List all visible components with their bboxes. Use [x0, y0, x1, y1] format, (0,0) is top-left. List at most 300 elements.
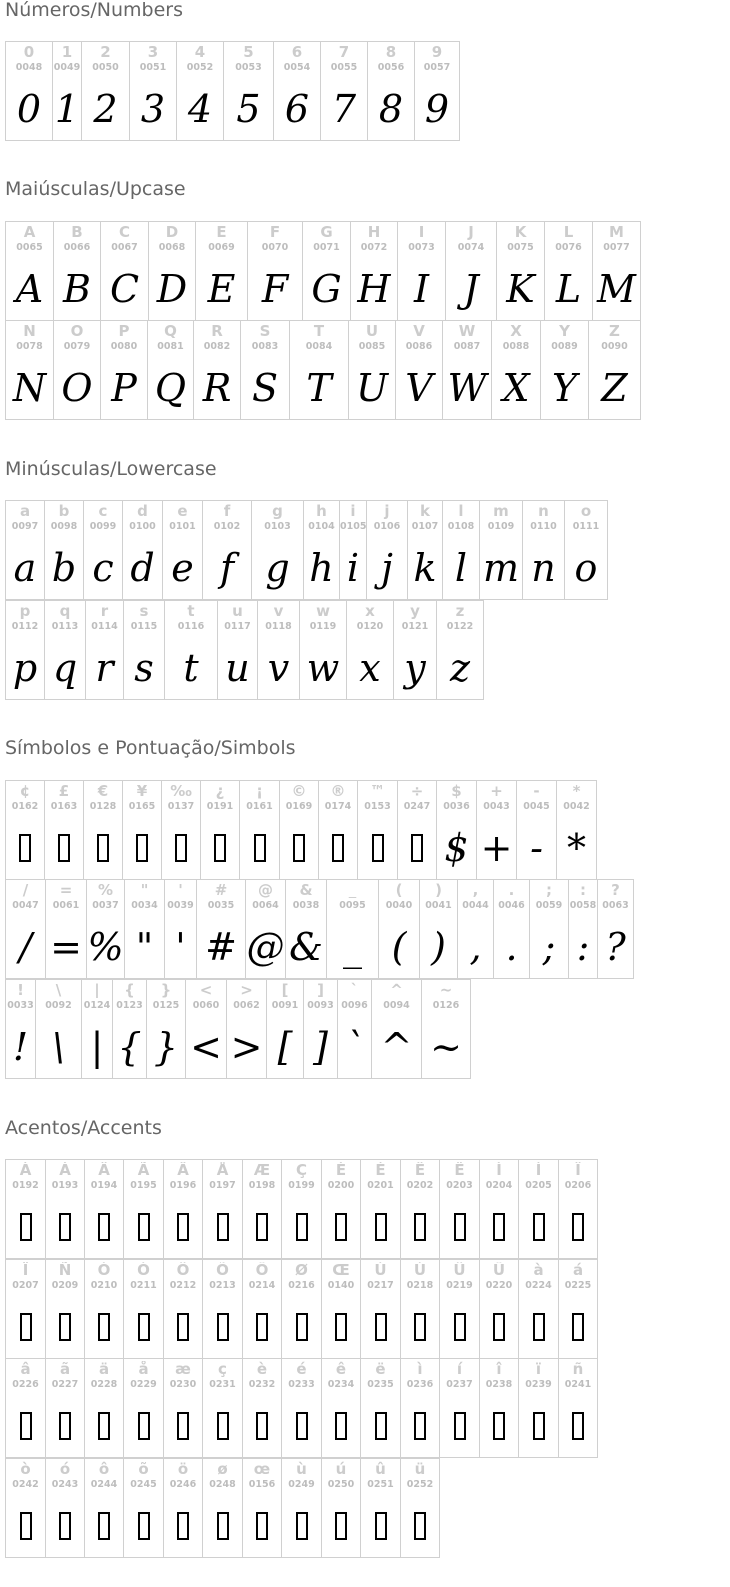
glyph-code-label: 0224 — [525, 1280, 552, 1291]
glyph-cell — [302, 221, 351, 321]
glyph-code-label: 0051 — [139, 62, 167, 73]
glyph-cell — [439, 1159, 480, 1259]
charmap-row — [5, 879, 633, 979]
glyph-char-label: r — [100, 603, 109, 619]
glyph-char-label: O — [70, 323, 84, 339]
missing-glyph-icon — [480, 1403, 518, 1449]
glyph-char-label: 0 — [23, 44, 35, 60]
glyph-char-label: 5 — [243, 44, 254, 60]
glyph-code-label: 0118 — [265, 621, 292, 632]
glyph-sample: [ — [277, 1025, 293, 1069]
glyph-code-label: 0199 — [288, 1180, 315, 1191]
glyph-code-label: 0217 — [367, 1280, 394, 1291]
glyph-code-label: 0097 — [11, 521, 39, 532]
glyph-char-label: É — [375, 1162, 386, 1178]
glyph-char-label: œ — [253, 1461, 271, 1477]
glyph-cell — [163, 1159, 203, 1259]
glyph-cell — [242, 1259, 282, 1359]
glyph-code-label: 0193 — [51, 1180, 79, 1191]
glyph-cell — [245, 879, 286, 979]
glyph-cell — [193, 320, 241, 420]
glyph-code-label: 0045 — [523, 801, 550, 812]
glyph-code-label: 0052 — [186, 62, 214, 73]
glyph-cell — [281, 1458, 322, 1558]
glyph-sample: 7 — [331, 87, 357, 131]
glyph-code-label: 0235 — [367, 1379, 394, 1390]
missing-glyph-icon — [322, 1304, 360, 1350]
glyph-char-label: { — [124, 982, 135, 998]
glyph-sample: ) — [431, 925, 446, 969]
glyph-char-label: G — [320, 224, 333, 240]
glyph-code-label: 0057 — [423, 62, 451, 73]
glyph-char-label: a — [19, 503, 31, 519]
glyph-cell — [176, 41, 224, 141]
glyph-cell — [529, 879, 569, 979]
glyph-sample: _ — [343, 925, 362, 969]
glyph-code-label: 0209 — [51, 1280, 79, 1291]
glyph-cell — [148, 221, 196, 321]
glyph-cell — [53, 221, 101, 321]
glyph-sample: + — [480, 826, 513, 870]
glyph-char-label: ê — [335, 1361, 347, 1377]
glyph-code-label: 0036 — [443, 801, 470, 812]
glyph-code-label: 0058 — [569, 900, 597, 911]
glyph-cell — [123, 1259, 164, 1359]
glyph-char-label: q — [59, 603, 71, 619]
glyph-sample: 6 — [284, 87, 310, 131]
glyph-char-label: S — [259, 323, 271, 339]
missing-glyph-icon — [201, 825, 239, 871]
glyph-char-label: ï — [535, 1361, 542, 1377]
glyph-code-label: 0050 — [92, 62, 119, 73]
glyph-code-label: 0165 — [128, 801, 156, 812]
missing-glyph-icon — [46, 1304, 84, 1350]
glyph-sample: B — [63, 267, 91, 311]
charmap-row — [5, 500, 607, 600]
glyph-char-label: Ü — [492, 1262, 506, 1278]
glyph-code-label: 0105 — [340, 521, 366, 532]
glyph-cell — [479, 1358, 519, 1458]
glyph-sample: o — [574, 546, 598, 590]
glyph-char-label: f — [223, 503, 231, 519]
glyph-sample: E — [207, 267, 236, 311]
glyph-code-label: 0243 — [51, 1479, 79, 1490]
glyph-code-label: 0054 — [283, 62, 311, 73]
glyph-char-label: R — [211, 323, 223, 339]
glyph-char-label: ) — [435, 882, 442, 898]
glyph-char-label: k — [420, 503, 430, 519]
glyph-cell — [163, 1358, 203, 1458]
glyph-char-label: } — [160, 982, 172, 998]
glyph-char-label: * — [572, 783, 581, 799]
glyph-sample: u — [225, 646, 250, 690]
glyph-char-label: 1 — [61, 44, 73, 60]
glyph-cell — [100, 320, 148, 420]
glyph-code-label: 0042 — [563, 801, 590, 812]
glyph-cell — [479, 1159, 519, 1259]
missing-glyph-icon — [46, 1403, 84, 1449]
missing-glyph-icon — [519, 1204, 558, 1250]
glyph-code-label: 0205 — [525, 1180, 552, 1191]
glyph-cell — [100, 221, 149, 321]
glyph-char-label: È — [335, 1162, 347, 1178]
glyph-char-label: Ä — [177, 1162, 189, 1178]
missing-glyph-icon — [164, 1304, 202, 1350]
glyph-sample: g — [265, 546, 290, 590]
glyph-cell — [445, 221, 497, 321]
glyph-char-label: ç — [218, 1361, 227, 1377]
glyph-code-label: 0196 — [169, 1180, 197, 1191]
glyph-char-label: Ç — [295, 1162, 307, 1178]
glyph-sample: q — [52, 646, 78, 690]
glyph-code-label: 0078 — [16, 341, 43, 352]
glyph-char-label: C — [118, 224, 130, 240]
glyph-cell — [320, 41, 368, 141]
glyph-code-label: 0103 — [264, 521, 291, 532]
glyph-code-label: 0061 — [52, 900, 80, 911]
glyph-cell — [281, 1159, 322, 1259]
glyph-char-label: > — [240, 982, 253, 998]
glyph-char-label: ? — [611, 882, 620, 898]
glyph-cell — [196, 879, 246, 979]
glyph-sample: ; — [542, 925, 556, 969]
glyph-code-label: 0087 — [453, 341, 481, 352]
glyph-char-label: ù — [296, 1461, 307, 1477]
charmap-row — [5, 600, 483, 700]
glyph-cell — [122, 780, 162, 880]
missing-glyph-icon — [440, 1204, 479, 1250]
glyph-char-label: À — [19, 1162, 32, 1178]
missing-glyph-icon — [282, 1304, 321, 1350]
glyph-cell — [371, 979, 422, 1079]
missing-glyph-icon — [280, 825, 318, 871]
glyph-sample: x — [359, 646, 381, 690]
glyph-code-label: 0233 — [288, 1379, 315, 1390]
glyph-code-label: 0198 — [248, 1180, 276, 1191]
glyph-cell — [337, 979, 372, 1079]
glyph-cell — [122, 500, 163, 600]
glyph-char-label: Î — [575, 1162, 581, 1178]
glyph-sample: i — [346, 546, 360, 590]
glyph-code-label: 0067 — [111, 242, 138, 253]
glyph-char-label: Q — [164, 323, 177, 339]
glyph-sample: 1 — [54, 87, 80, 131]
glyph-code-label: 0110 — [530, 521, 557, 532]
glyph-char-label: . — [508, 882, 515, 898]
glyph-code-label: 0191 — [206, 801, 234, 812]
glyph-sample: = — [50, 925, 82, 969]
glyph-code-label: 0244 — [90, 1479, 118, 1490]
glyph-cell — [129, 41, 177, 141]
glyph-char-label: : — [580, 882, 586, 898]
missing-glyph-icon — [124, 1304, 163, 1350]
glyph-sample: ( — [391, 925, 407, 969]
glyph-code-label: 0048 — [15, 62, 43, 73]
glyph-cell — [239, 780, 280, 880]
glyph-char-label: i — [350, 503, 356, 519]
glyph-char-label: ¡ — [256, 783, 263, 799]
glyph-code-label: 0213 — [209, 1280, 236, 1291]
glyph-char-label: Ã — [137, 1162, 150, 1178]
glyph-char-label: A — [23, 224, 36, 240]
missing-glyph-icon — [440, 1304, 479, 1350]
glyph-char-label: Õ — [216, 1262, 229, 1278]
glyph-code-label: 0120 — [356, 621, 384, 632]
missing-glyph-icon — [282, 1403, 321, 1449]
charmap-row — [5, 221, 640, 321]
missing-glyph-icon — [480, 1204, 518, 1250]
glyph-code-label: 0111 — [572, 521, 600, 532]
glyph-char-label: ü — [414, 1461, 426, 1477]
glyph-code-label: 0080 — [110, 341, 138, 352]
glyph-sample: . — [505, 925, 518, 969]
glyph-char-label: ó — [59, 1461, 71, 1477]
glyph-char-label: Í — [535, 1162, 542, 1178]
missing-glyph-icon — [559, 1403, 597, 1449]
glyph-sample: t — [183, 646, 199, 690]
glyph-sample: G — [311, 267, 342, 311]
missing-glyph-icon — [361, 1403, 400, 1449]
glyph-code-label: 0035 — [207, 900, 235, 911]
glyph-char-label: P — [118, 323, 130, 339]
glyph-code-label: 0242 — [12, 1479, 39, 1490]
glyph-code-label: 0038 — [292, 900, 320, 911]
missing-glyph-icon — [203, 1204, 242, 1250]
missing-glyph-icon — [440, 1403, 479, 1449]
glyph-cell — [439, 1358, 480, 1458]
glyph-char-label: t — [187, 603, 195, 619]
glyph-sample: / — [19, 925, 32, 969]
glyph-sample: ~ — [430, 1025, 462, 1069]
glyph-char-label: n — [538, 503, 549, 519]
glyph-cell — [540, 320, 589, 420]
glyph-code-label: 0037 — [92, 900, 119, 911]
glyph-char-label: ô — [98, 1461, 110, 1477]
glyph-cell — [442, 320, 492, 420]
glyph-code-label: 0206 — [564, 1180, 592, 1191]
glyph-cell — [124, 879, 165, 979]
glyph-cell — [568, 879, 598, 979]
glyph-code-label: 0192 — [12, 1180, 39, 1191]
glyph-char-label: â — [20, 1361, 31, 1377]
glyph-sample: I — [413, 267, 429, 311]
glyph-cell — [44, 780, 84, 880]
glyph-sample: \ — [52, 1025, 65, 1069]
missing-glyph-icon — [398, 825, 436, 871]
glyph-cell — [395, 320, 443, 420]
glyph-sample: 9 — [424, 87, 450, 131]
glyph-cell — [279, 780, 319, 880]
glyph-sample: y — [404, 646, 426, 690]
glyph-sample: N — [12, 366, 47, 410]
glyph-code-label: 0125 — [152, 1000, 180, 1011]
glyph-code-label: 0137 — [167, 801, 195, 812]
glyph-code-label: 0197 — [209, 1180, 236, 1191]
glyph-code-label: 0251 — [367, 1479, 394, 1490]
glyph-code-label: 0044 — [462, 900, 489, 911]
glyph-char-label: \ — [55, 982, 62, 998]
glyph-code-label: 0065 — [16, 242, 43, 253]
glyph-code-label: 0252 — [406, 1479, 434, 1490]
glyph-sample: > — [230, 1025, 263, 1069]
glyph-char-label: g — [272, 503, 283, 519]
glyph-cell — [407, 500, 443, 600]
glyph-sample: r — [95, 646, 114, 690]
glyph-code-label: 0218 — [406, 1280, 434, 1291]
glyph-cell — [53, 320, 101, 420]
section-title-numbers: Números/Numbers — [5, 0, 183, 21]
glyph-char-label: w — [316, 603, 330, 619]
glyph-char-label: ä — [98, 1361, 110, 1377]
glyph-cell — [303, 979, 338, 1079]
missing-glyph-icon — [361, 1503, 400, 1549]
glyph-cell — [202, 1458, 243, 1558]
missing-glyph-icon — [46, 1503, 84, 1549]
glyph-char-label: s — [139, 603, 149, 619]
glyph-cell — [242, 1458, 282, 1558]
glyph-char-label: & — [299, 882, 313, 898]
glyph-sample: < — [190, 1025, 222, 1069]
glyph-cell — [5, 1358, 46, 1458]
glyph-char-label: 3 — [147, 44, 159, 60]
glyph-char-label: Ò — [97, 1262, 111, 1278]
glyph-sample: * — [567, 826, 586, 870]
glyph-code-label: 0104 — [308, 521, 335, 532]
glyph-code-label: 0107 — [411, 521, 439, 532]
glyph-char-label: 8 — [385, 44, 397, 60]
glyph-cell — [146, 979, 186, 1079]
charmap-row — [5, 41, 459, 141]
glyph-code-label: 0075 — [507, 242, 534, 253]
missing-glyph-icon — [164, 1204, 202, 1250]
glyph-code-label: 0248 — [209, 1479, 236, 1490]
glyph-sample: Q — [154, 366, 187, 410]
glyph-cell — [321, 1159, 361, 1259]
glyph-cell — [112, 979, 147, 1079]
glyph-code-label: 0237 — [446, 1379, 473, 1390]
glyph-cell — [247, 221, 303, 321]
glyph-sample: X — [502, 366, 530, 410]
missing-glyph-icon — [361, 1304, 400, 1350]
glyph-cell — [123, 1159, 164, 1259]
glyph-code-label: 0202 — [406, 1180, 434, 1191]
glyph-cell — [544, 221, 593, 321]
charmap-row — [5, 979, 470, 1079]
glyph-char-label: - — [533, 783, 540, 799]
glyph-sample: ^ — [380, 1025, 413, 1069]
glyph-sample: k — [413, 546, 437, 590]
glyph-char-label: y — [410, 603, 420, 619]
glyph-sample: l — [454, 546, 468, 590]
glyph-cell — [516, 780, 557, 880]
glyph-char-label: d — [137, 503, 148, 519]
glyph-sample: e — [171, 546, 194, 590]
glyph-code-label: 0049 — [53, 62, 81, 73]
missing-glyph-icon — [322, 1204, 360, 1250]
glyph-sample: n — [531, 546, 556, 590]
glyph-char-label: W — [458, 323, 476, 339]
glyph-code-label: 0161 — [246, 801, 273, 812]
glyph-char-label: Ó — [137, 1262, 150, 1278]
glyph-code-label: 0088 — [502, 341, 530, 352]
glyph-char-label: ] — [317, 982, 324, 998]
glyph-code-label: 0039 — [167, 900, 194, 911]
glyph-sample: V — [405, 366, 433, 410]
glyph-sample: W — [447, 366, 487, 410]
glyph-cell — [367, 41, 415, 141]
glyph-code-label: 0086 — [405, 341, 433, 352]
glyph-code-label: 0034 — [131, 900, 158, 911]
glyph-sample: H — [357, 267, 391, 311]
glyph-code-label: 0241 — [564, 1379, 592, 1390]
glyph-sample: M — [597, 267, 636, 311]
glyph-cell — [5, 41, 53, 141]
glyph-code-label: 0114 — [91, 621, 118, 632]
glyph-sample: - — [530, 826, 543, 870]
glyph-cell — [240, 320, 290, 420]
glyph-cell — [321, 1458, 361, 1558]
missing-glyph-icon — [401, 1403, 439, 1449]
glyph-char-label: E — [216, 224, 227, 240]
glyph-sample: 5 — [236, 87, 261, 131]
glyph-code-label: 0081 — [157, 341, 184, 352]
glyph-cell — [326, 879, 379, 979]
glyph-code-label: 0099 — [89, 521, 117, 532]
missing-glyph-icon — [559, 1204, 597, 1250]
glyph-sample: | — [90, 1025, 104, 1069]
glyph-cell — [436, 780, 477, 880]
glyph-char-label: 2 — [100, 44, 111, 60]
missing-glyph-icon — [243, 1204, 281, 1250]
glyph-sample: 0 — [16, 87, 42, 131]
missing-glyph-icon — [124, 1503, 163, 1549]
glyph-code-label: 0156 — [248, 1479, 276, 1490]
missing-glyph-icon — [401, 1204, 439, 1250]
glyph-char-label: L — [563, 224, 574, 240]
missing-glyph-icon — [6, 1204, 45, 1250]
glyph-char-label: Ø — [295, 1262, 308, 1278]
glyph-sample: U — [355, 366, 389, 410]
glyph-char-label: h — [316, 503, 327, 519]
glyph-code-label: 0077 — [603, 242, 630, 253]
missing-glyph-icon — [361, 1204, 400, 1250]
glyph-cell — [360, 1358, 401, 1458]
glyph-char-label: ® — [330, 783, 346, 799]
glyph-cell — [518, 1159, 559, 1259]
glyph-cell — [400, 1159, 440, 1259]
glyph-code-label: 0229 — [130, 1379, 157, 1390]
charmap-row — [5, 1159, 597, 1259]
glyph-char-label: © — [291, 783, 307, 799]
glyph-cell — [147, 320, 194, 420]
glyph-char-label: ( — [395, 882, 403, 898]
glyph-code-label: 0211 — [130, 1280, 157, 1291]
glyph-char-label: / — [22, 882, 29, 898]
glyph-char-label: Ñ — [58, 1262, 72, 1278]
glyph-code-label: 0246 — [169, 1479, 197, 1490]
glyph-char-label: u — [232, 603, 243, 619]
glyph-cell — [592, 221, 641, 321]
glyph-cell — [45, 1259, 85, 1359]
glyph-cell — [558, 1358, 598, 1458]
glyph-sample: $ — [444, 826, 469, 870]
glyph-sample: s — [134, 646, 154, 690]
glyph-code-label: 0126 — [432, 1000, 460, 1011]
glyph-char-label: | — [94, 982, 100, 998]
glyph-cell — [5, 979, 36, 1079]
missing-glyph-icon — [46, 1204, 84, 1250]
glyph-cell — [202, 1259, 243, 1359]
